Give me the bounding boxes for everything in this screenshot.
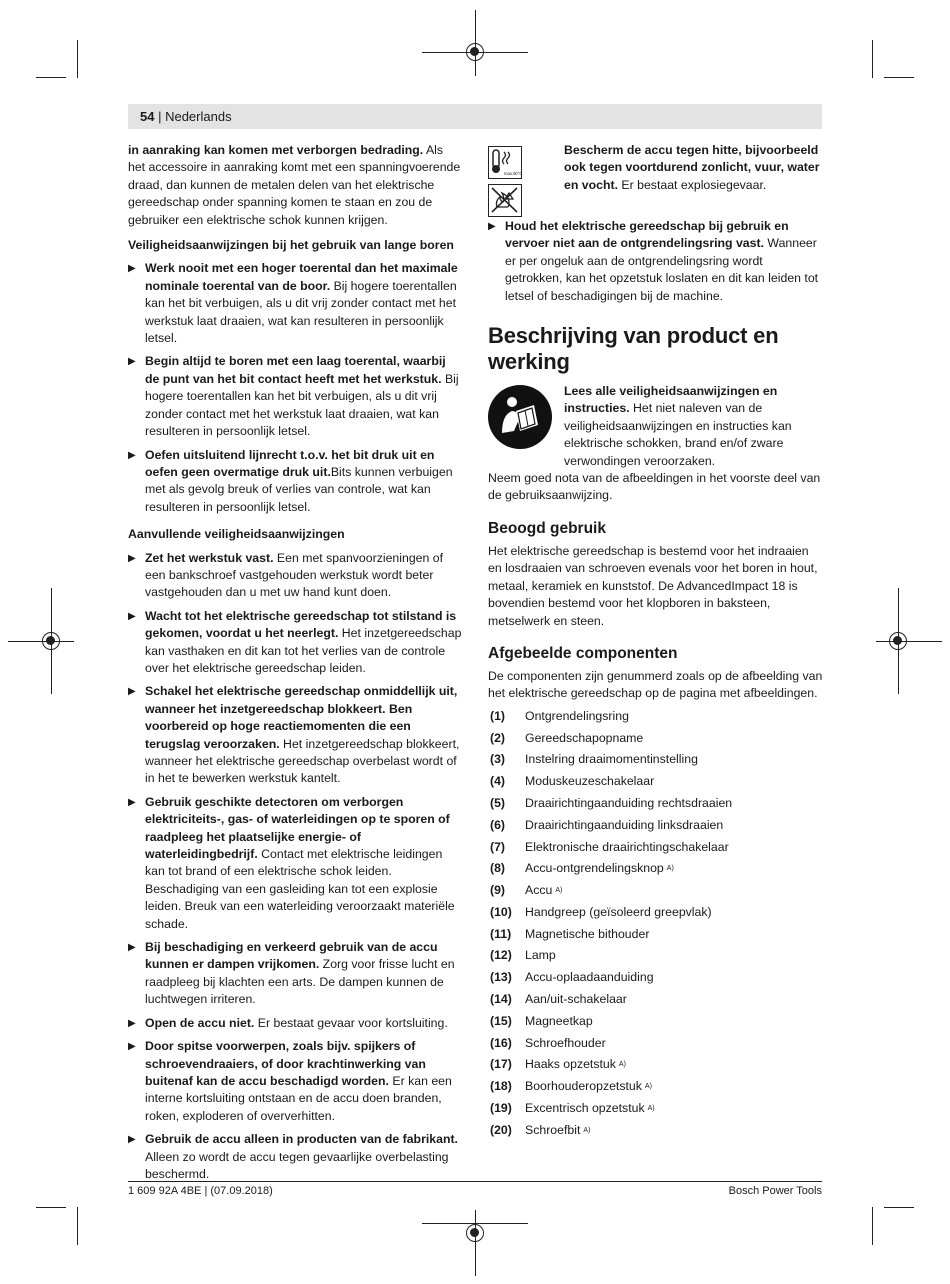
bullet-text: Het inzetgereedschap kan vasthaken en dit kan tot het verlies van de controle over het elektrische gereedschap leiden.	[145, 626, 462, 675]
component-number: (4)	[490, 774, 506, 789]
hold-text: Wanneer er per ongeluk aan de ontgrendelingsring wordt getrokken, kan het opzetstuk loslaten en dit kan leiden tot letsel of beschadigingen bij de machine.	[505, 236, 819, 303]
bullet-item	[128, 1131, 463, 1183]
read-text: Het niet naleven van de veiligheidsaanwijzingen en instructies kan elektrische schokken, brand en/of zware verwondingen veroorzaken.	[564, 401, 792, 468]
bullet-item	[128, 550, 463, 602]
intro-bold: in aanraking kan komen met verborgen bedrading.	[128, 143, 424, 157]
component-number: (17)	[490, 1057, 512, 1072]
bullet-item	[128, 794, 463, 933]
right-column	[488, 142, 823, 1142]
component-item	[488, 1054, 823, 1076]
crop-mark	[36, 77, 66, 78]
component-label: Magneetkap	[525, 1013, 593, 1028]
crop-mark	[884, 77, 914, 78]
component-number: (5)	[490, 795, 506, 810]
component-item	[488, 728, 823, 750]
component-item	[488, 1011, 823, 1033]
component-item	[488, 858, 823, 880]
read-instructions-block	[488, 383, 823, 470]
component-number: (9)	[490, 883, 506, 898]
component-label: Schroefhouder	[525, 1035, 606, 1050]
temperature-warning-icon	[488, 146, 522, 179]
component-footnote: A)	[583, 1126, 591, 1134]
component-footnote: A)	[555, 887, 563, 895]
component-number: (20)	[490, 1122, 512, 1137]
header-text: 54 | Nederlands	[140, 109, 232, 124]
page-number: 54	[140, 109, 155, 124]
component-label: Gereedschapopname	[525, 730, 644, 745]
bullet-item	[128, 447, 463, 517]
component-number: (11)	[490, 926, 512, 941]
component-item	[488, 815, 823, 837]
bullet-bold: Wacht tot het elektrische gereedschap tot stilstand is gekomen, voordat u het neerlegt.	[145, 608, 457, 641]
bullet-bold: Schakel het elektrische gereedschap onmiddellijk uit, wanneer het inzetgereedschap blokkeert. Ben voorbereid op hoge reactiemomenten die een terugslag veroorzaken.	[145, 684, 458, 751]
intended-use-text: Het elektrische gereedschap is bestemd voor het indraaien en losdraaien van schroeven evenals voor het boren in hout, metaal, keramiek en kunststof. De AdvancedImpact 18 is bovendien bestemd voor het klopboren in baksteen, metselwerk en steen.	[488, 543, 818, 628]
component-item	[488, 749, 823, 771]
bullet-item	[128, 683, 463, 787]
component-number: (2)	[490, 730, 506, 745]
crop-mark	[872, 1207, 873, 1245]
component-footnote: A)	[618, 1061, 626, 1069]
bullet-text: Contact met elektrische leidingen kan tot brand of een elektrische schok leiden. Beschadiging van een gasleiding kan tot een explosie leiden. Breuk van een waterleiding veroorzaakt materiële schade.	[145, 847, 455, 931]
crop-mark	[884, 1207, 914, 1208]
bullet-text: Zorg voor frisse lucht en raadpleeg bij klachten een arts. De dampen kunnen de luchtwegen irriteren.	[145, 957, 455, 1007]
bullet-text: Het inzetgereedschap blokkeert, wanneer het elektrische gereedschap overbelast wordt of in het te bewerken werkstuk kantelt.	[145, 736, 460, 786]
crop-mark	[77, 40, 78, 78]
component-label: Accu-ontgrendelingsknop	[525, 861, 664, 876]
water-fire-warning-icon	[488, 184, 522, 217]
component-number: (7)	[490, 839, 506, 854]
crop-mark	[36, 1207, 66, 1208]
component-number: (8)	[490, 861, 506, 876]
footer-rule	[128, 1181, 822, 1182]
bullet-text: Alleen zo wordt de accu tegen gevaarlijke overbelasting beschermd.	[145, 1149, 449, 1181]
component-label: Accu	[525, 883, 553, 898]
bullet-item	[128, 260, 463, 347]
component-item	[488, 771, 823, 793]
hold-bold: Houd het elektrische gereedschap bij gebruik en vervoer niet aan de ontgrendelingsring vast.	[505, 219, 789, 251]
bullet-bold: Door spitse voorwerpen, zoals bijv. spijkers of schroevendraaiers, of door krachtinwerking van buitenaf kan de accu beschadigd worden.	[145, 1039, 426, 1088]
bullet-list-additional	[128, 550, 463, 1184]
component-label: Instelring draaimomentinstelling	[525, 752, 698, 767]
component-number: (16)	[490, 1035, 512, 1050]
bullet-item	[128, 1015, 463, 1032]
component-item	[488, 902, 823, 924]
component-number: (12)	[490, 948, 512, 963]
bullet-text: Bij hogere toerentallen kan het bit verbuigen, als u dit vrij zonder contact met het werkstuk laat draaien, wat kan resulteren in persoonlijk letsel.	[145, 371, 459, 439]
component-label: Aan/uit-schakelaar	[525, 992, 627, 1007]
component-item	[488, 1120, 823, 1142]
component-footnote: A)	[644, 1083, 652, 1091]
left-column	[128, 142, 463, 1183]
component-label: Excentrisch opzetstuk	[525, 1101, 645, 1116]
heat-bold: Bescherm de accu tegen hitte, bijvoorbeeld ook tegen voortdurend zonlicht, vuur, water en vocht.	[564, 143, 820, 192]
bullet-bold: Begin altijd te boren met een laag toerental, waarbij de punt van het bit contact heeft met het werkstuk.	[145, 354, 446, 386]
component-label: Magnetische bithouder	[525, 926, 650, 941]
component-label: Accu-oplaadaanduiding	[525, 970, 654, 985]
bullet-item	[128, 353, 463, 440]
component-number: (15)	[490, 1013, 512, 1028]
read-manual-icon	[488, 385, 552, 449]
bullet-bold: Werk nooit met een hoger toerental dan het maximale nominale toerental van de boor.	[145, 261, 458, 293]
component-footnote: A)	[647, 1105, 655, 1113]
bullet-text: Bij hogere toerentallen kan het bit verbuigen, als u dit vrij zonder contact met het werkstuk laat draaien, wat kan resulteren in persoonlijk letsel.	[145, 278, 457, 346]
heat-text: Er bestaat explosiegevaar.	[617, 177, 767, 192]
component-label: Moduskeuzeschakelaar	[525, 774, 655, 789]
bullet-item	[128, 939, 463, 1009]
bullet-bold: Zet het werkstuk vast.	[145, 550, 274, 565]
component-item	[488, 945, 823, 967]
footer-doc-id: 1 609 92A 4BE | (07.09.2018)	[128, 1185, 273, 1197]
components-title: Afgebeelde componenten	[488, 644, 678, 662]
component-item	[488, 989, 823, 1011]
bullet-bold: Open de accu niet.	[145, 1015, 255, 1030]
section-title: Beschrijving van product en werking	[488, 323, 779, 375]
component-item	[488, 1076, 823, 1098]
component-label: Draairichtingaanduiding linksdraaien	[525, 817, 724, 832]
component-number: (6)	[490, 817, 506, 832]
intended-use-title: Beoogd gebruik	[488, 519, 606, 537]
subheading-additional: Aanvullende veiligheidsaanwijzingen	[128, 527, 345, 542]
bullet-bold: Gebruik de accu alleen in producten van de fabrikant.	[145, 1132, 458, 1147]
components-intro: De componenten zijn genummerd zoals op de afbeelding van het elektrische gereedschap op de pagina met afbeeldingen.	[488, 668, 823, 701]
bullet-item	[128, 608, 463, 678]
bullet-text: Een met spanvoorzieningen of een bankschroef vastgehouden werkstuk wordt beter vastgehouden dan u met uw hand kunt doen.	[145, 550, 444, 600]
bullet-bold: Bij beschadiging en verkeerd gebruik van de accu kunnen er dampen vrijkomen.	[145, 940, 438, 972]
bullet-text: Er bestaat gevaar voor kortsluiting.	[254, 1015, 448, 1030]
bullet-list-long-bits	[128, 260, 463, 516]
component-footnote: A)	[666, 865, 674, 873]
note-paragraph: Neem goed nota van de afbeeldingen in het voorste deel van de gebruiksaanwijzing.	[488, 471, 821, 503]
component-item	[488, 1098, 823, 1120]
component-number: (19)	[490, 1101, 512, 1116]
component-label: Handgreep (geïsoleerd greepvlak)	[525, 904, 712, 919]
component-number: (1)	[490, 708, 506, 723]
heat-warning-block	[488, 142, 823, 218]
components-list	[488, 706, 823, 1142]
bullet-bold: Oefen uitsluitend lijnrecht t.o.v. het bit druk uit en oefen geen overmatige druk uit.	[145, 447, 435, 479]
intro-text: Als het accessoire in aanraking komt met een spanningvoerende draad, dan kunnen de metalen delen van het elektrische gereedschap onder spanning komen te staan en zou de gebruiker een elektrische schok kunnen krijgen.	[128, 143, 461, 227]
crop-mark	[872, 40, 873, 78]
component-item	[488, 880, 823, 902]
component-item	[488, 793, 823, 815]
hold-warning-bullet	[488, 218, 823, 305]
component-number: (13)	[490, 970, 512, 985]
component-item	[488, 924, 823, 946]
crop-mark	[77, 1207, 78, 1245]
subheading-long-bits: Veiligheidsaanwijzingen bij het gebruik van lange boren	[128, 238, 454, 253]
bullet-text: Er kan een interne kortsluiting ontstaan en de accu doen branden, roken, exploderen of oververhitten.	[145, 1073, 452, 1123]
bullet-text: Bits kunnen verbuigen met als gevolg breuk of verlies van controle, wat kan resulteren in persoonlijk letsel.	[145, 464, 453, 514]
component-label: Schroefbit	[525, 1122, 581, 1137]
component-label: Ontgrendelingsring	[525, 708, 629, 723]
component-number: (10)	[490, 904, 512, 919]
component-number: (14)	[490, 992, 512, 1007]
component-item	[488, 967, 823, 989]
component-label: Haaks opzetstuk	[525, 1057, 616, 1072]
read-instructions-text	[564, 383, 823, 470]
component-label: Elektronische draairichtingschakelaar	[525, 839, 729, 854]
component-number: (3)	[490, 752, 506, 767]
bullet-bold: Gebruik geschikte detectoren om verborgen elektriciteits-, gas- of waterleidingen op te sporen of raadpleeg het plaatselijke energie- of waterleidingbedrijf.	[145, 794, 450, 862]
component-label: Boorhouderopzetstuk	[525, 1079, 642, 1094]
heat-warning-text	[564, 142, 823, 194]
footer-brand: Bosch Power Tools	[728, 1185, 822, 1197]
component-item	[488, 1033, 823, 1055]
component-label: Draairichtingaanduiding rechtsdraaien	[525, 795, 733, 810]
component-number: (18)	[490, 1079, 512, 1094]
bullet-item	[128, 1038, 463, 1125]
component-label: Lamp	[525, 948, 556, 963]
component-item	[488, 837, 823, 859]
page-header	[128, 104, 822, 129]
header-language: Nederlands	[165, 109, 232, 124]
read-bold: Lees alle veiligheidsaanwijzingen en instructies.	[564, 384, 778, 416]
intro-paragraph	[128, 142, 463, 229]
temp-label: max.50°C	[504, 171, 523, 176]
component-item	[488, 706, 823, 728]
